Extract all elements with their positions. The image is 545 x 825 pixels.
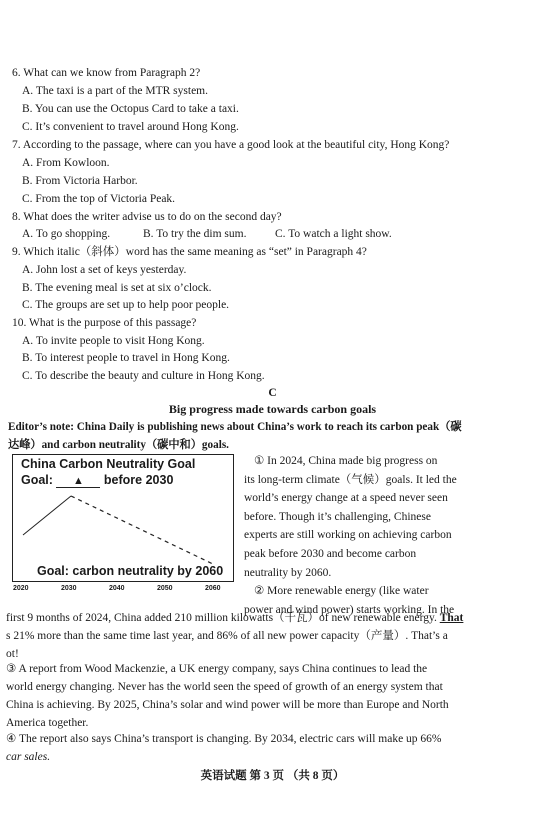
para-line: car sales. [6, 751, 51, 763]
option-c: C. From the top of Victoria Peak. [22, 193, 176, 205]
goal1-suffix: before 2030 [103, 473, 174, 487]
option-c: C. To describe the beauty and culture in Hong Kong. [22, 370, 265, 382]
option-b: B. To interest people to travel in Hong Kong. [22, 352, 230, 364]
chart-decline-line [71, 496, 215, 565]
x-tick-label: 2030 [61, 585, 77, 592]
x-tick-label: 2050 [157, 585, 173, 592]
paragraph-2-line3: ot! [6, 648, 19, 660]
option-a: A. The taxi is a part of the MTR system. [22, 85, 208, 97]
editors-note-line2: 达峰）and carbon neutrality（碳中和）goals. [8, 439, 229, 451]
para-line: world’s energy change at a speed never seen [244, 492, 448, 505]
x-tick-label: 2060 [205, 585, 221, 592]
paragraph-4 [6, 730, 462, 766]
option-b: B. To try the dim sum. [143, 228, 247, 240]
para-line: before. Though it’s challenging, Chinese [244, 510, 431, 523]
option-c: C. To watch a light show. [275, 228, 392, 240]
option-a: A. John lost a set of keys yesterday. [22, 264, 187, 276]
question-stem: 10. What is the purpose of this passage? [12, 317, 197, 329]
carbon-goal-chart [12, 454, 234, 582]
chart-goal2: Goal: carbon neutrality by 2060 [37, 564, 224, 578]
option-a: A. From Kowloon. [22, 157, 110, 169]
option-b: B. You can use the Octopus Card to take a taxi. [22, 103, 239, 115]
editors-note-line1: Editor’s note: China Daily is publishing news about China’s work to reach its carbon peak（碳 [8, 421, 462, 433]
option-c: C. The groups are set up to help poor people. [22, 299, 230, 311]
question-stem: 6. What can we know from Paragraph 2? [12, 67, 201, 79]
chart-rise-line [23, 496, 71, 535]
para-line: America together. [6, 717, 89, 729]
option-a: A. To invite people to visit Hong Kong. [22, 335, 205, 347]
triangle-icon: ▲ [72, 475, 84, 487]
para-text: first 9 months of 2024, China added 210 million kilowatts（千瓦）of new renewable energy. [6, 612, 437, 624]
question-stem: 8. What does the writer advise us to do on the second day? [12, 211, 282, 223]
para-line: ① In 2024, China made big progress on [254, 455, 438, 467]
para-line: its long-term climate（气候）goals. It led the [244, 473, 457, 486]
question-stem: 9. Which italic（斜体）word has the same meaning as “set” in Paragraph 4? [12, 246, 367, 258]
goal1-prefix: Goal: [21, 473, 53, 487]
paragraph-2-line1 [6, 611, 463, 625]
para-line: neutrality by 2060. [244, 566, 332, 579]
paragraph-3 [6, 660, 462, 732]
x-tick-label: 2040 [109, 585, 125, 592]
option-b: B. From Victoria Harbor. [22, 175, 138, 187]
chart-title: China Carbon Neutrality Goal [21, 457, 196, 471]
option-c: C. It’s convenient to travel around Hong Kong. [22, 121, 239, 133]
section-letter: C [268, 387, 277, 399]
option-b: B. The evening meal is set at six o’clock. [22, 282, 212, 294]
para-line: world energy changing. Never has the world seen the speed of growth of an energy system that [6, 681, 443, 693]
option-a: A. To go shopping. [22, 228, 111, 240]
para-line: ③ A report from Wood Mackenzie, a UK energy company, says China continues to lead the [6, 663, 428, 675]
paragraph-2-line2: s 21% more than the same time last year, and 86% of all new power capacity（产量）. That’s a [6, 630, 448, 642]
para-line: ② More renewable energy (like water [254, 585, 429, 598]
para-line: power and wind power) starts working. In the [244, 603, 455, 616]
para-text-underlined: That [439, 612, 464, 624]
question-stem: 7. According to the passage, where can you have a good look at the beautiful city, Hong Kong? [12, 139, 450, 151]
paragraph-1 [244, 452, 461, 619]
para-line: peak before 2030 and become carbon [244, 547, 417, 560]
para-line: experts are still working on achieving carbon [244, 529, 452, 542]
page-footer: 英语试题 第 3 页 （共 8 页） [200, 770, 345, 782]
section-title: Big progress made towards carbon goals [168, 402, 377, 416]
x-tick-label: 2020 [13, 585, 29, 592]
para-line: China is achieving. By 2025, China’s solar and wind power will be more than Europe and North [6, 699, 449, 711]
para-line: ④ The report also says China’s transport is changing. By 2034, electric cars will make up 66% [6, 733, 442, 745]
